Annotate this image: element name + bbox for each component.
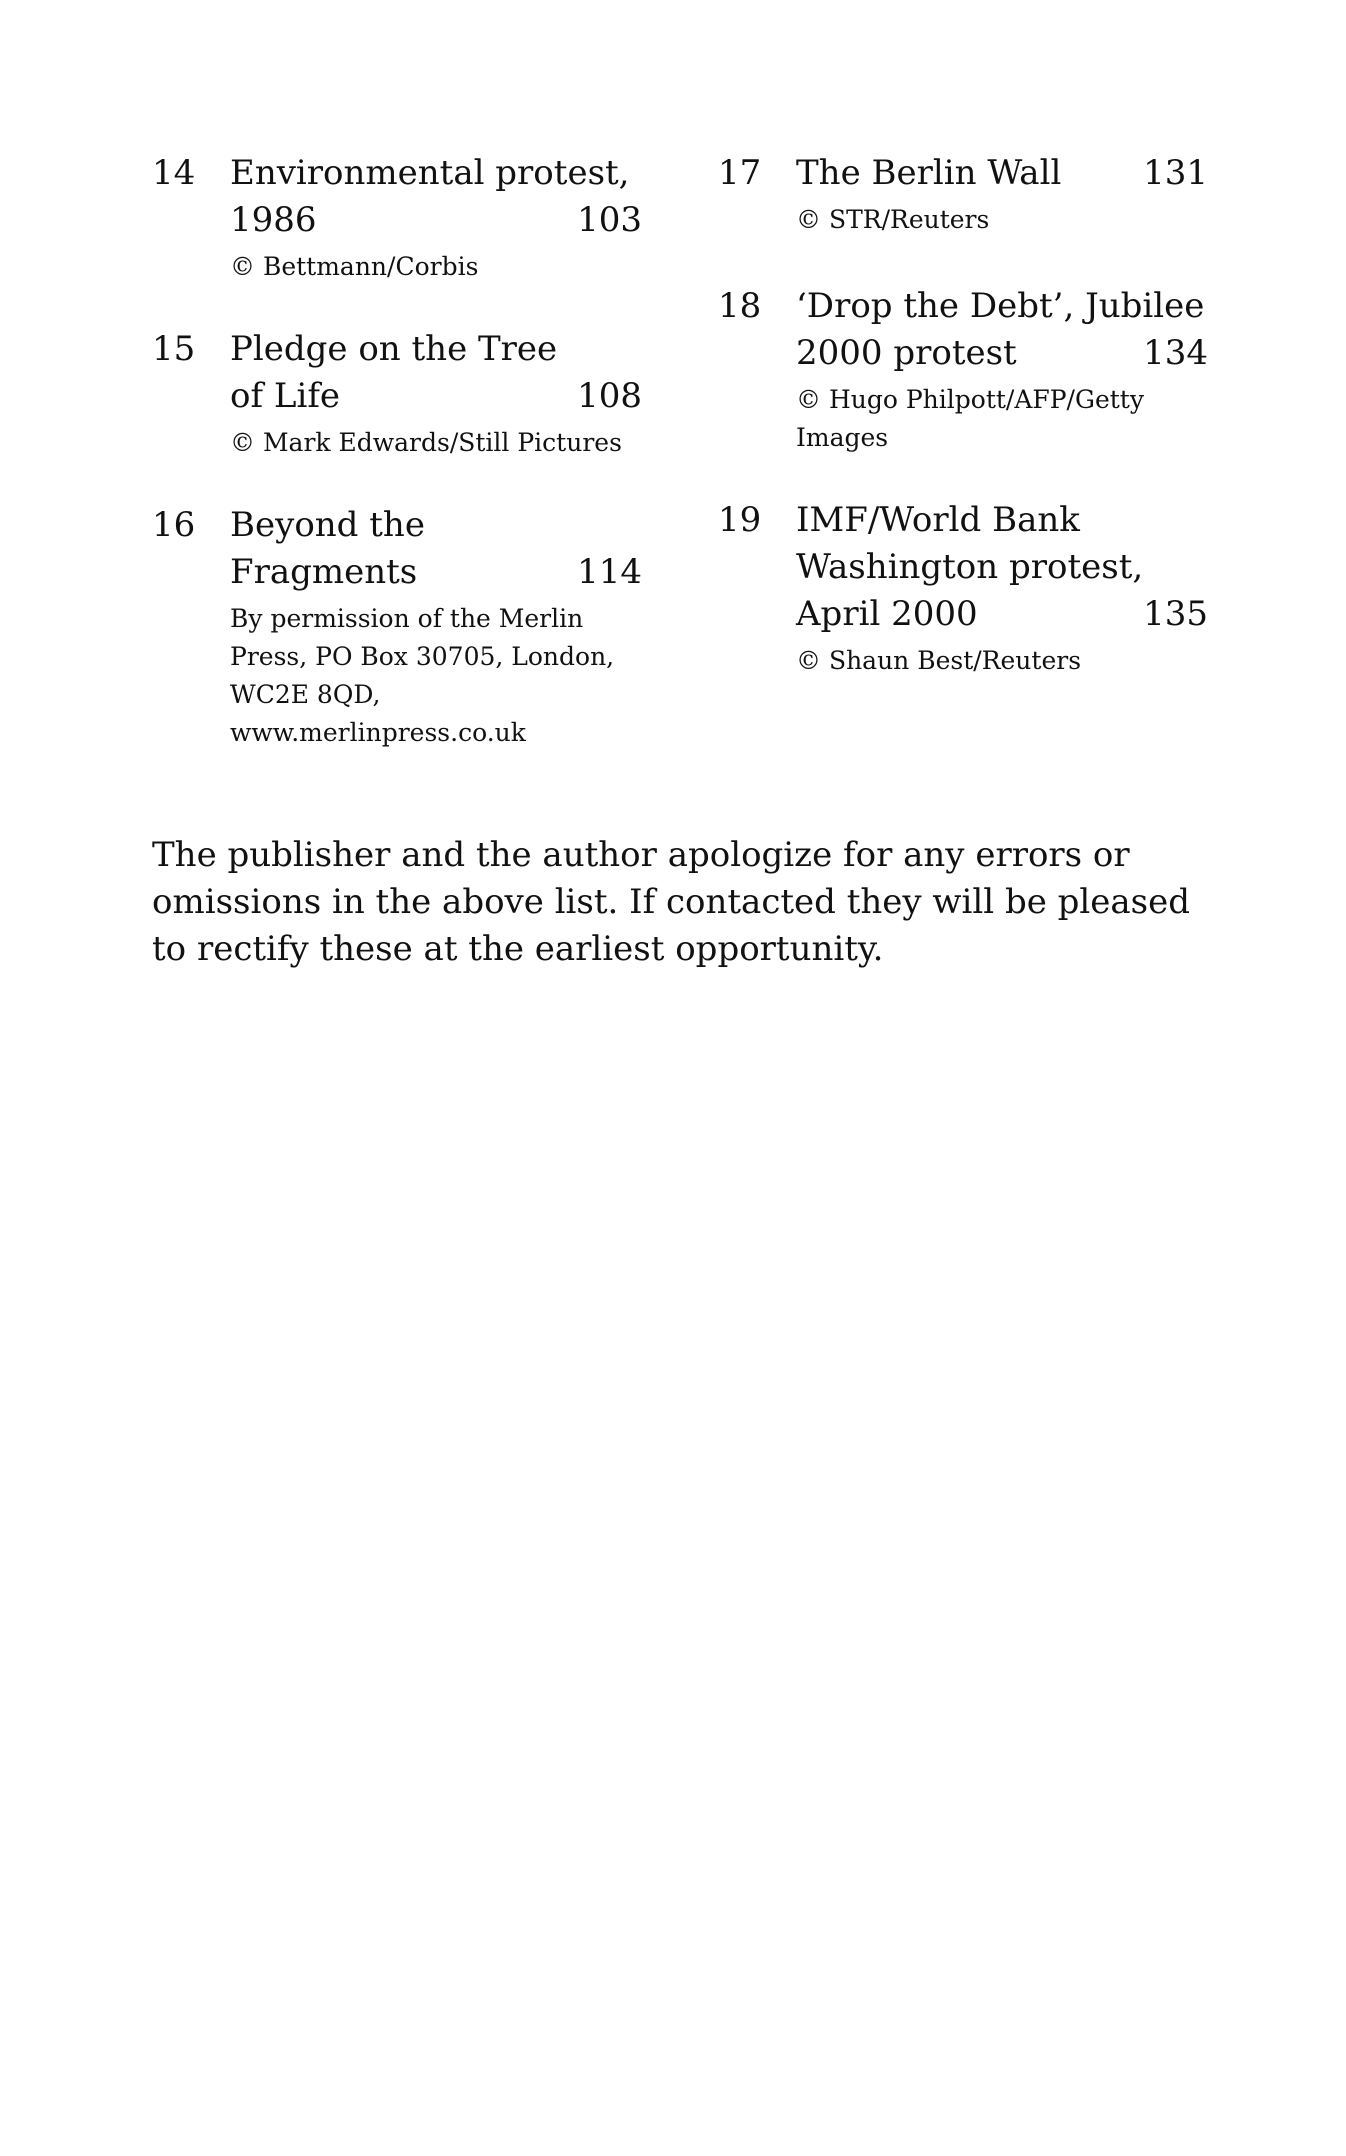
entry-number: 16 xyxy=(152,505,196,545)
entry-title xyxy=(796,283,1208,377)
entry-title-line: The Berlin Wall xyxy=(796,153,1062,193)
entry-title xyxy=(230,326,642,420)
entry-title xyxy=(796,497,1208,638)
list-item xyxy=(152,502,642,752)
entry-number: 14 xyxy=(152,153,196,193)
list-item xyxy=(152,326,642,462)
entry-title-line: 1986 xyxy=(230,200,317,240)
image-credit: © Hugo Philpott/AFP/Getty Images xyxy=(796,385,1144,452)
image-credit: © Bettmann/Corbis xyxy=(230,252,479,281)
entry-number: 19 xyxy=(718,500,762,540)
illustration-list-right-column xyxy=(718,150,1208,680)
publisher-note: The publisher and the author apologize for any errors or omissions in the above list. If contacted they will be pleased to rectify these at the earliest opportunity. xyxy=(152,835,1191,969)
illustration-list-left-column xyxy=(152,150,642,752)
list-item xyxy=(718,497,1208,680)
entry-title-line: ‘Drop the Debt’, Jubilee xyxy=(796,286,1205,326)
list-item xyxy=(718,150,1208,239)
entry-title-line: Pledge on the Tree xyxy=(230,329,558,369)
entry-title-line: Environmental protest, xyxy=(230,153,630,193)
list-item xyxy=(718,283,1208,457)
entry-title xyxy=(796,150,1208,197)
image-credit: © STR/Reuters xyxy=(796,205,990,234)
entry-number: 17 xyxy=(718,153,762,193)
image-credit: © Mark Edwards/Still Pictures xyxy=(230,428,622,457)
entry-number: 18 xyxy=(718,286,762,326)
entry-title xyxy=(230,150,642,244)
page-reference: 134 xyxy=(1143,333,1208,373)
entry-title-line: Fragments xyxy=(230,552,418,592)
entry-title-line: Beyond the xyxy=(230,505,425,545)
page-reference: 114 xyxy=(577,552,642,592)
entry-number: 15 xyxy=(152,329,196,369)
entry-title-line: 2000 protest xyxy=(796,333,1017,373)
entry-title xyxy=(230,502,642,596)
entry-title-line: of Life xyxy=(230,376,341,416)
page-reference: 135 xyxy=(1143,594,1208,634)
entry-title-line: April 2000 xyxy=(796,594,978,634)
entry-title-line: Washington protest, xyxy=(796,547,1144,587)
image-credit: © Shaun Best/Reuters xyxy=(796,646,1082,675)
list-item xyxy=(152,150,642,286)
entry-title-line: IMF/World Bank xyxy=(796,500,1080,540)
page-reference: 108 xyxy=(577,376,642,416)
page-reference: 103 xyxy=(577,200,642,240)
page-reference: 131 xyxy=(1143,153,1208,193)
image-credit: By permission of the Merlin Press, PO Box 30705, London, WC2E 8QD, www.merlinpress.co.uk xyxy=(230,604,615,747)
